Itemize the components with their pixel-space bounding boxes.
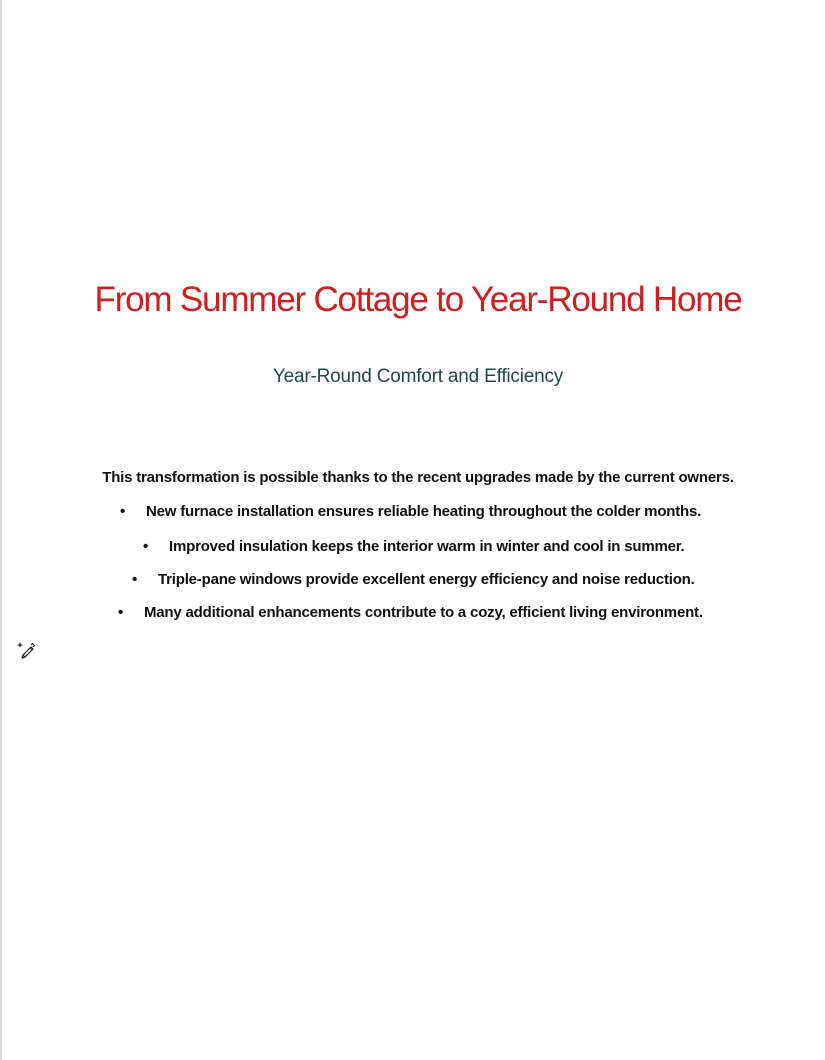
intro-paragraph: This transformation is possible thanks to the recent upgrades made by the current owners. <box>102 469 734 486</box>
sparkle-pen-icon-svg <box>16 640 36 660</box>
bullet-marker: • <box>132 571 138 588</box>
bullet-marker: • <box>120 503 126 520</box>
list-item <box>0 537 825 557</box>
page-left-border <box>0 0 2 1060</box>
bullet-text: Triple-pane windows provide excellent energy efficiency and noise reduction. <box>158 571 695 588</box>
document-subtitle: Year-Round Comfort and Efficiency <box>272 366 564 387</box>
document-title: From Summer Cottage to Year-Round Home <box>94 280 742 319</box>
sparkle-pen-icon[interactable] <box>16 640 36 660</box>
bullet-marker: • <box>143 538 149 555</box>
bullet-text: Many additional enhancements contribute to a cozy, efficient living environment. <box>144 604 703 621</box>
list-item <box>0 603 825 623</box>
list-item <box>0 570 825 590</box>
bullet-text: New furnace installation ensures reliable heating throughout the colder months. <box>146 503 702 520</box>
bullet-marker: • <box>118 604 124 621</box>
bullet-text: Improved insulation keeps the interior warm in winter and cool in summer. <box>169 538 685 555</box>
list-item <box>0 502 825 522</box>
